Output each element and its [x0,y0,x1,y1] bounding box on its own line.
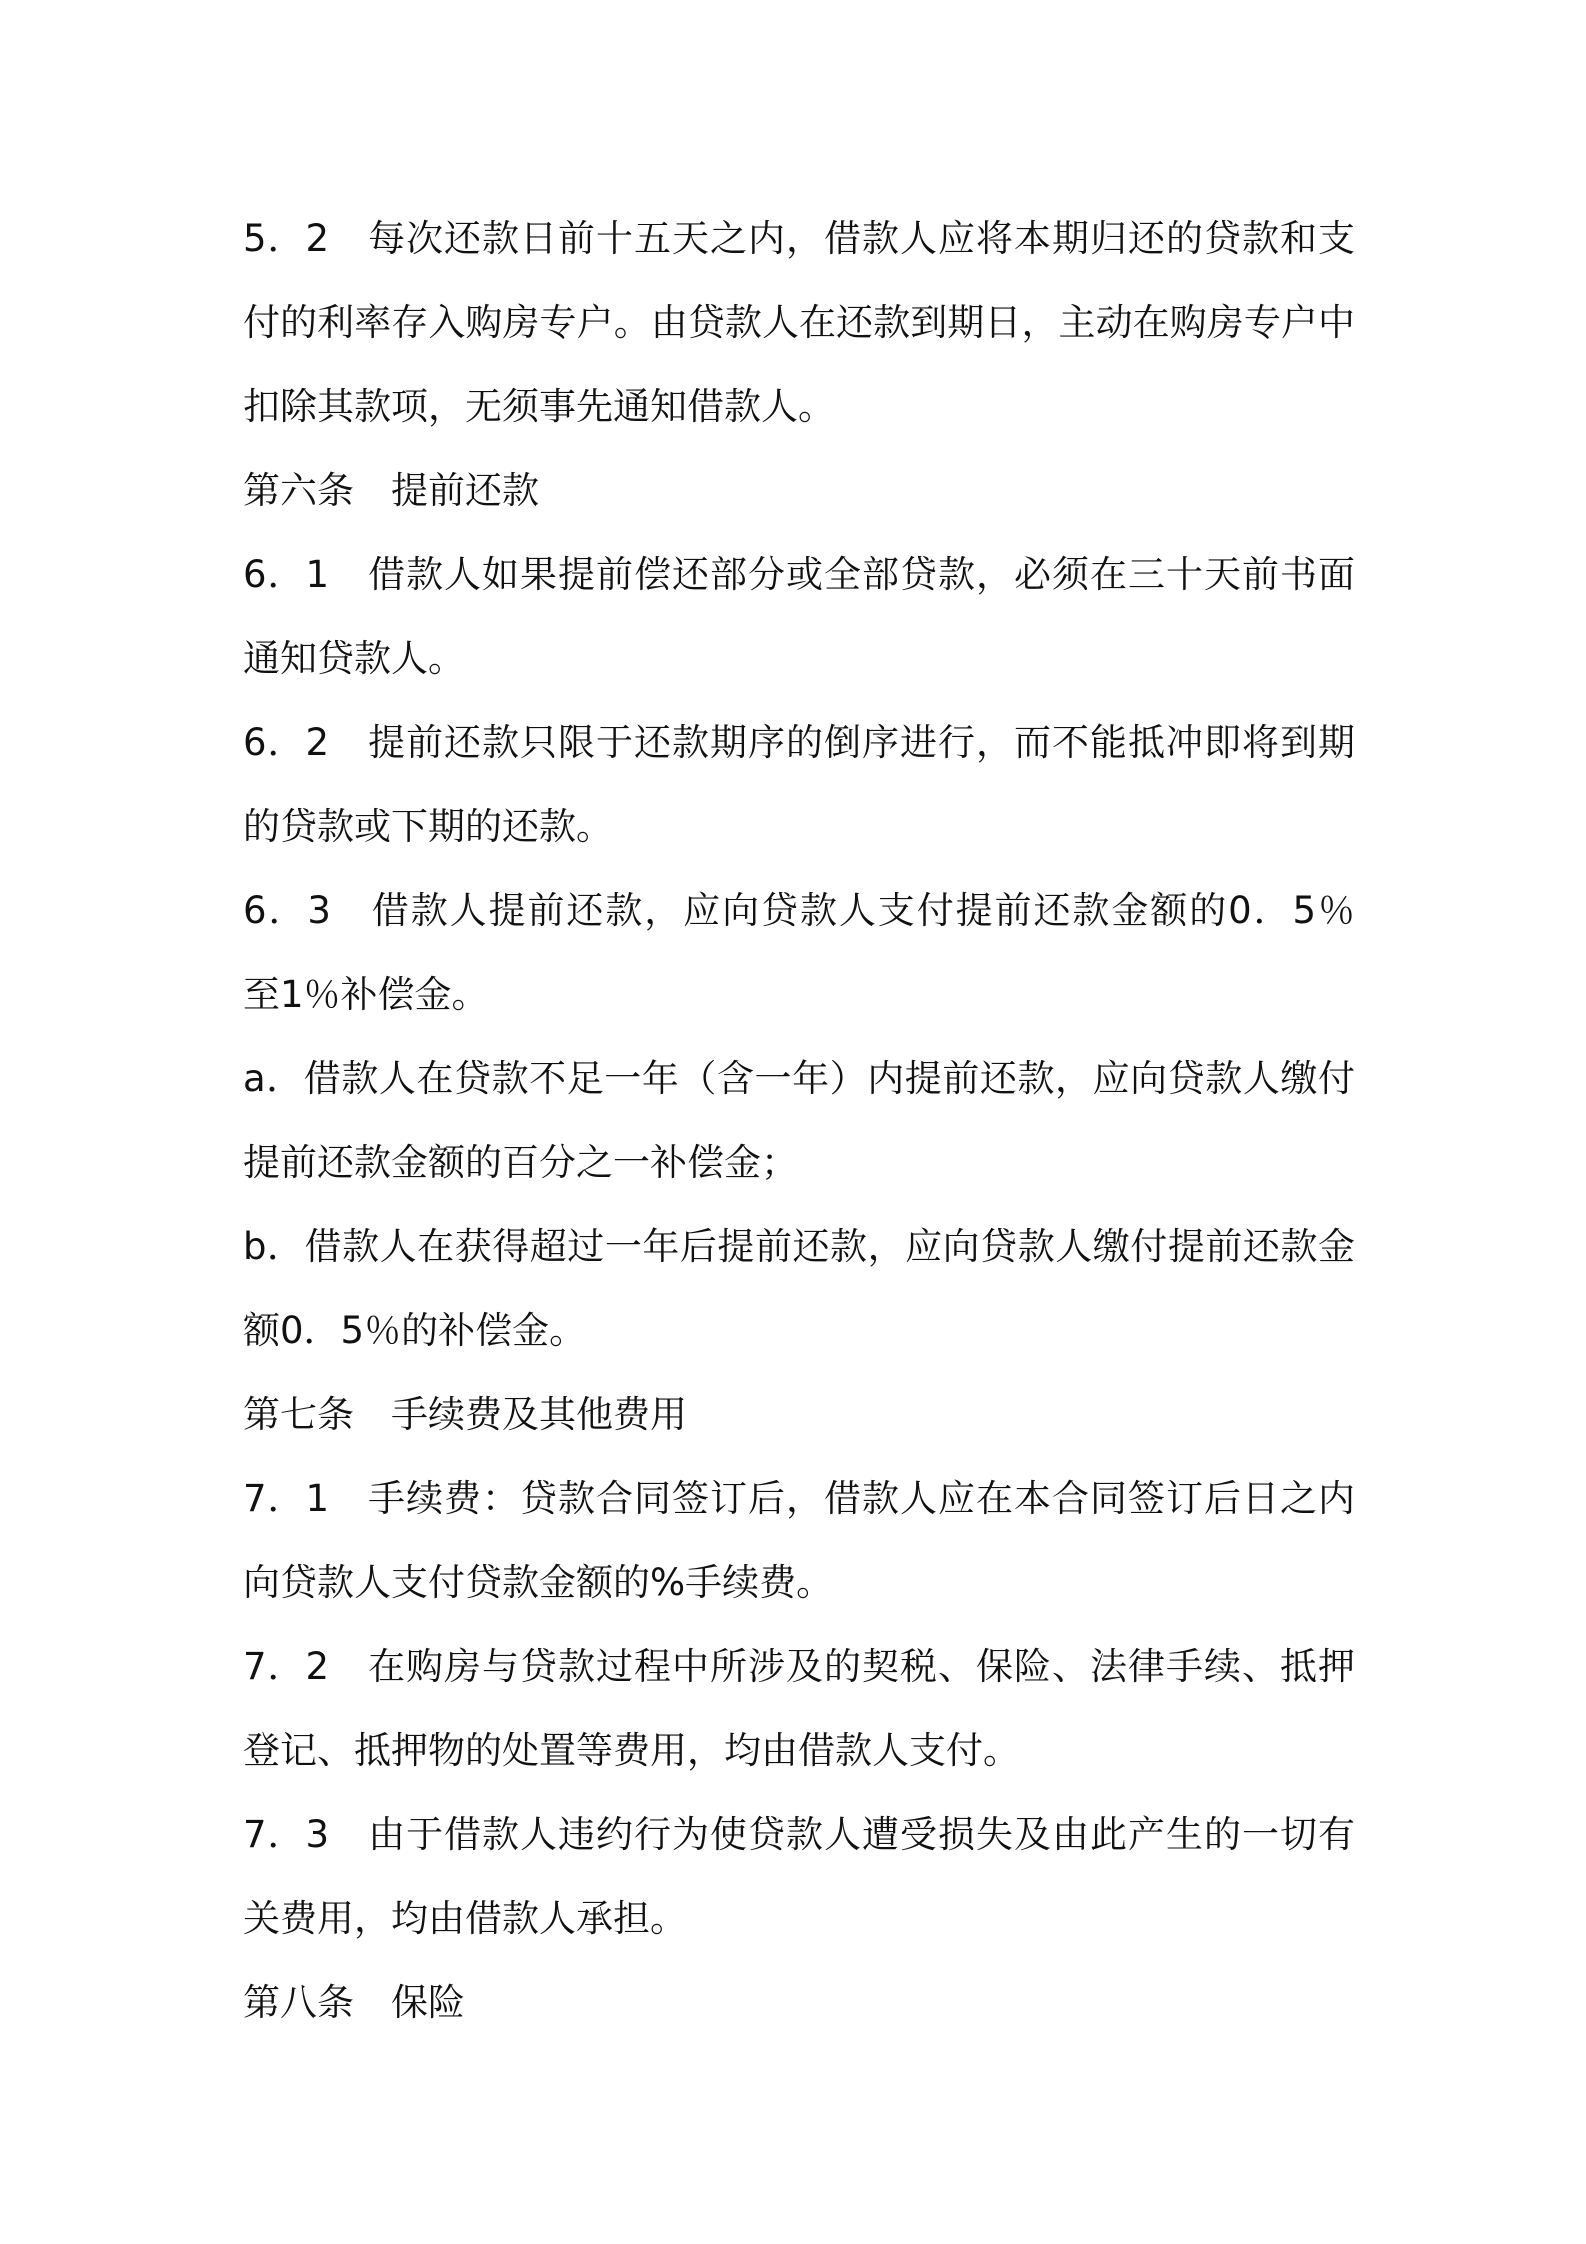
clause-7-2-line-1: 7．2 在购房与贷款过程中所涉及的契税、保险、法律手续、抵押 [243,1645,1355,1688]
article-6-heading: 第六条 提前还款 [243,469,539,512]
article-7-heading: 第七条 手续费及其他费用 [243,1393,687,1436]
clause-6-3-line-2: 至1％补偿金。 [243,973,489,1016]
clause-7-1-line-2: 向贷款人支付贷款金额的%手续费。 [243,1561,834,1604]
clause-6-2-line-1: 6．2 提前还款只限于还款期序的倒序进行，而不能抵冲即将到期 [243,721,1355,764]
clause-7-2-line-2: 登记、抵押物的处置等费用，均由借款人支付。 [243,1729,1020,1772]
item-a-line-1: a．借款人在贷款不足一年（含一年）内提前还款，应向贷款人缴付 [243,1057,1355,1100]
item-b-line-1: b．借款人在获得超过一年后提前还款，应向贷款人缴付提前还款金 [243,1225,1355,1268]
clause-5-2-line-2: 付的利率存入购房专户。由贷款人在还款到期日，主动在购房专户中 [243,301,1355,344]
clause-5-2-line-1: 5．2 每次还款日前十五天之内，借款人应将本期归还的贷款和支 [243,217,1355,260]
clause-5-2-line-3: 扣除其款项，无须事先通知借款人。 [243,385,835,428]
article-8-heading: 第八条 保险 [243,1981,465,2024]
clause-7-3-line-1: 7．3 由于借款人违约行为使贷款人遭受损失及由此产生的一切有 [243,1813,1355,1856]
clause-6-1-line-2: 通知贷款人。 [243,637,465,680]
clause-7-3-line-2: 关费用，均由借款人承担。 [243,1897,687,1940]
item-b-line-2: 额0．5％的补偿金。 [243,1309,587,1352]
clause-6-2-line-2: 的贷款或下期的还款。 [243,805,613,848]
document-body [243,197,1355,2045]
item-a-line-2: 提前还款金额的百分之一补偿金； [243,1141,798,1184]
clause-6-3-line-1: 6．3 借款人提前还款，应向贷款人支付提前还款金额的0．5％ [243,889,1355,932]
clause-6-1-line-1: 6．1 借款人如果提前偿还部分或全部贷款，必须在三十天前书面 [243,553,1355,596]
clause-7-1-line-1: 7．1 手续费：贷款合同签订后，借款人应在本合同签订后日之内 [243,1477,1355,1520]
